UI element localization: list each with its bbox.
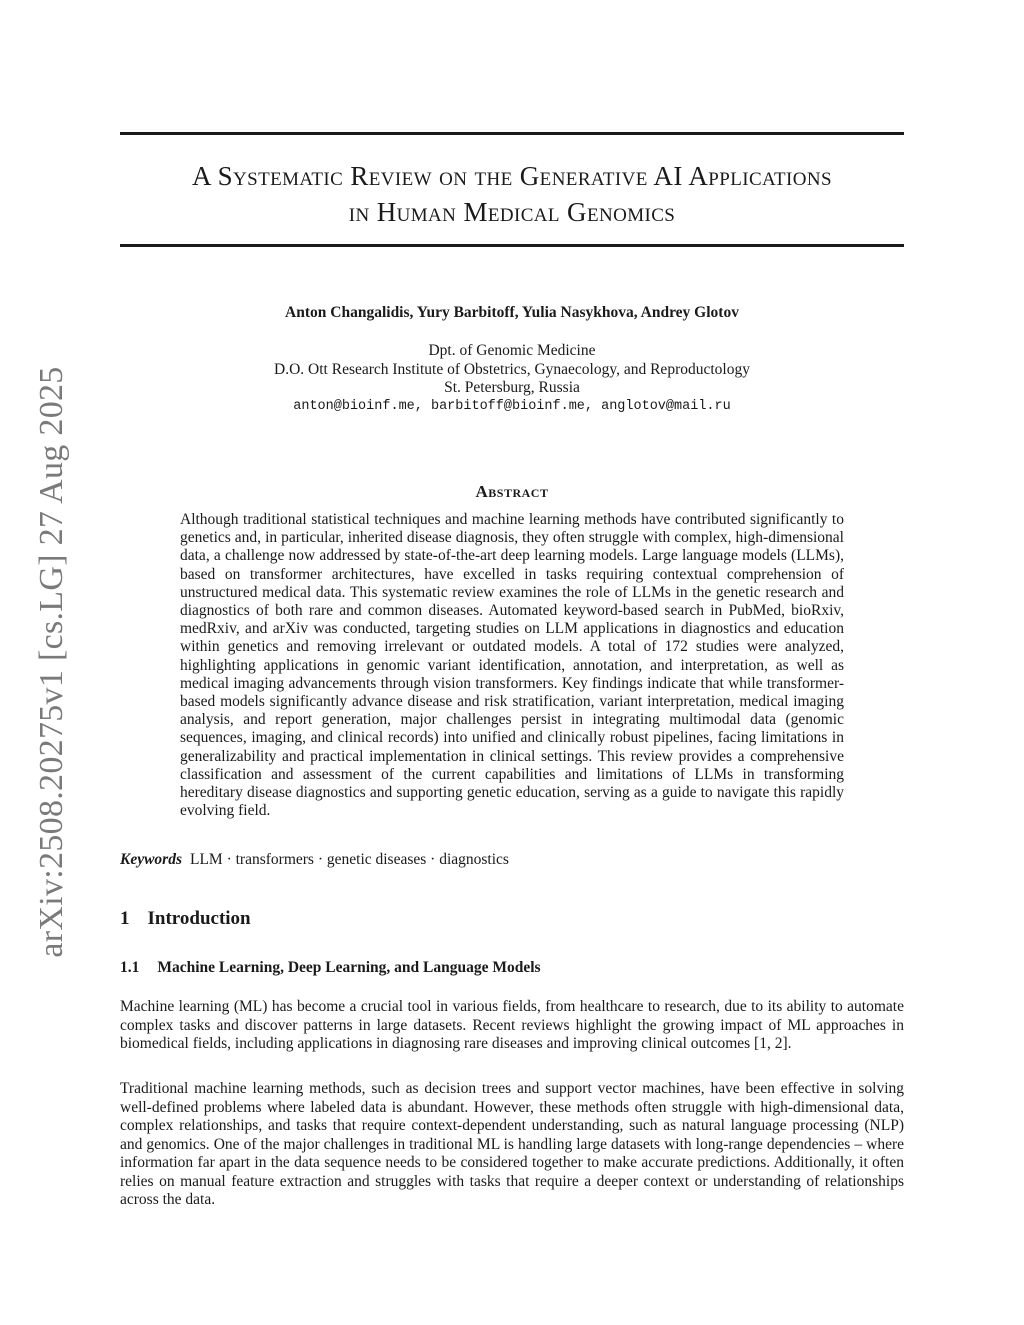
keywords-line (120, 851, 904, 869)
department: Dpt. of Genomic Medicine (428, 342, 596, 359)
author-list: Anton Changalidis, Yury Barbitoff, Yulia Nasykhova, Andrey Glotov (285, 304, 739, 321)
body-paragraph: Traditional machine learning methods, such as decision trees and support vector machines, have been effective in solving well-defined problems where labeled data is abundant. However, these methods often struggle with high-dimensional data, complex relationships, and tasks that require context-dependent understanding, such as natural language processing (NLP) and genomics. One of the major challenges in traditional ML is handling large datasets with long-range dependencies – where information far apart in the data sequence needs to be considered together to make accurate predictions. Additionally, it often relies on manual feature extraction and struggles with tasks that require a deeper context or understanding of relationships across the data. (120, 1080, 904, 1208)
subsection-heading (120, 959, 541, 977)
section-heading (120, 908, 251, 930)
institute: D.O. Ott Research Institute of Obstetrics, Gynaecology, and Reproductology (274, 360, 750, 378)
title-rule-bottom (120, 244, 904, 247)
location: St. Petersburg, Russia (444, 379, 580, 396)
keywords-label: Keywords (120, 851, 182, 868)
paper-title (120, 158, 904, 230)
arxiv-identifier: arXiv:2508.20275v1 [cs.LG] 27 Aug 2025 (33, 366, 70, 958)
abstract-text: Although traditional statistical techniques and machine learning methods have contributed significantly to genetics and, in particular, inherited disease diagnosis, they often struggle with complex, high-dimensional data, a challenge now addressed by state-of-the-art deep learning models. Large language models (LLMs), based on transformer architectures, have excelled in tasks requiring contextual comprehension of unstructured medical data. This systematic review examines the role of LLMs in the genetic research and diagnostics of both rare and common diseases. Automated keyword-based search in PubMed, bioRxiv, medRxiv, and arXiv was conducted, targeting studies on LLM applications in diagnostics and education within genetics and removing irrelevant or outdated models. A total of 172 studies were analyzed, highlighting applications in genomic variant identification, annotation, and interpretation, as well as medical imaging advancements through vision transformers. Key findings indicate that while transformer-based models significantly advance disease and risk stratification, variant interpretation, medical imaging analysis, and report generation, major challenges persist in integrating multimodal data (genomic sequences, imaging, and clinical records) into unified and clinically robust pipelines, facing limitations in generalizability and practical implementation in clinical settings. This review provides a comprehensive classification and assessment of the current capabilities and limitations of LLMs in transforming hereditary disease diagnostics and supporting genetic education, serving as a guide to navigate this rapidly evolving field. (180, 511, 844, 820)
keywords-text: LLM · transformers · genetic diseases · diagnostics (190, 851, 509, 868)
affiliation-block (120, 342, 904, 416)
body-paragraph: Machine learning (ML) has become a crucial tool in various fields, from healthcare to research, due to its ability to automate complex tasks and discover patterns in large datasets. Recent reviews highlight the growing impact of ML approaches in biomedical fields, including applications in diagnosing rare diseases and improving clinical outcomes [1, 2]. (120, 998, 904, 1052)
abstract-heading: Abstract (475, 482, 549, 501)
title-line-2: in Human Medical Genomics (348, 197, 676, 227)
subsection-number: 1.1 (120, 959, 140, 976)
author-emails[interactable]: anton@bioinf.me, barbitoff@bioinf.me, anglotov@mail.ru (293, 398, 731, 414)
title-line-1: A Systematic Review on the Generative AI Applications (192, 161, 832, 191)
section-title: Introduction (147, 908, 251, 929)
subsection-title: Machine Learning, Deep Learning, and Language Models (157, 959, 541, 976)
section-number: 1 (120, 908, 130, 929)
title-rule-top (120, 132, 904, 135)
